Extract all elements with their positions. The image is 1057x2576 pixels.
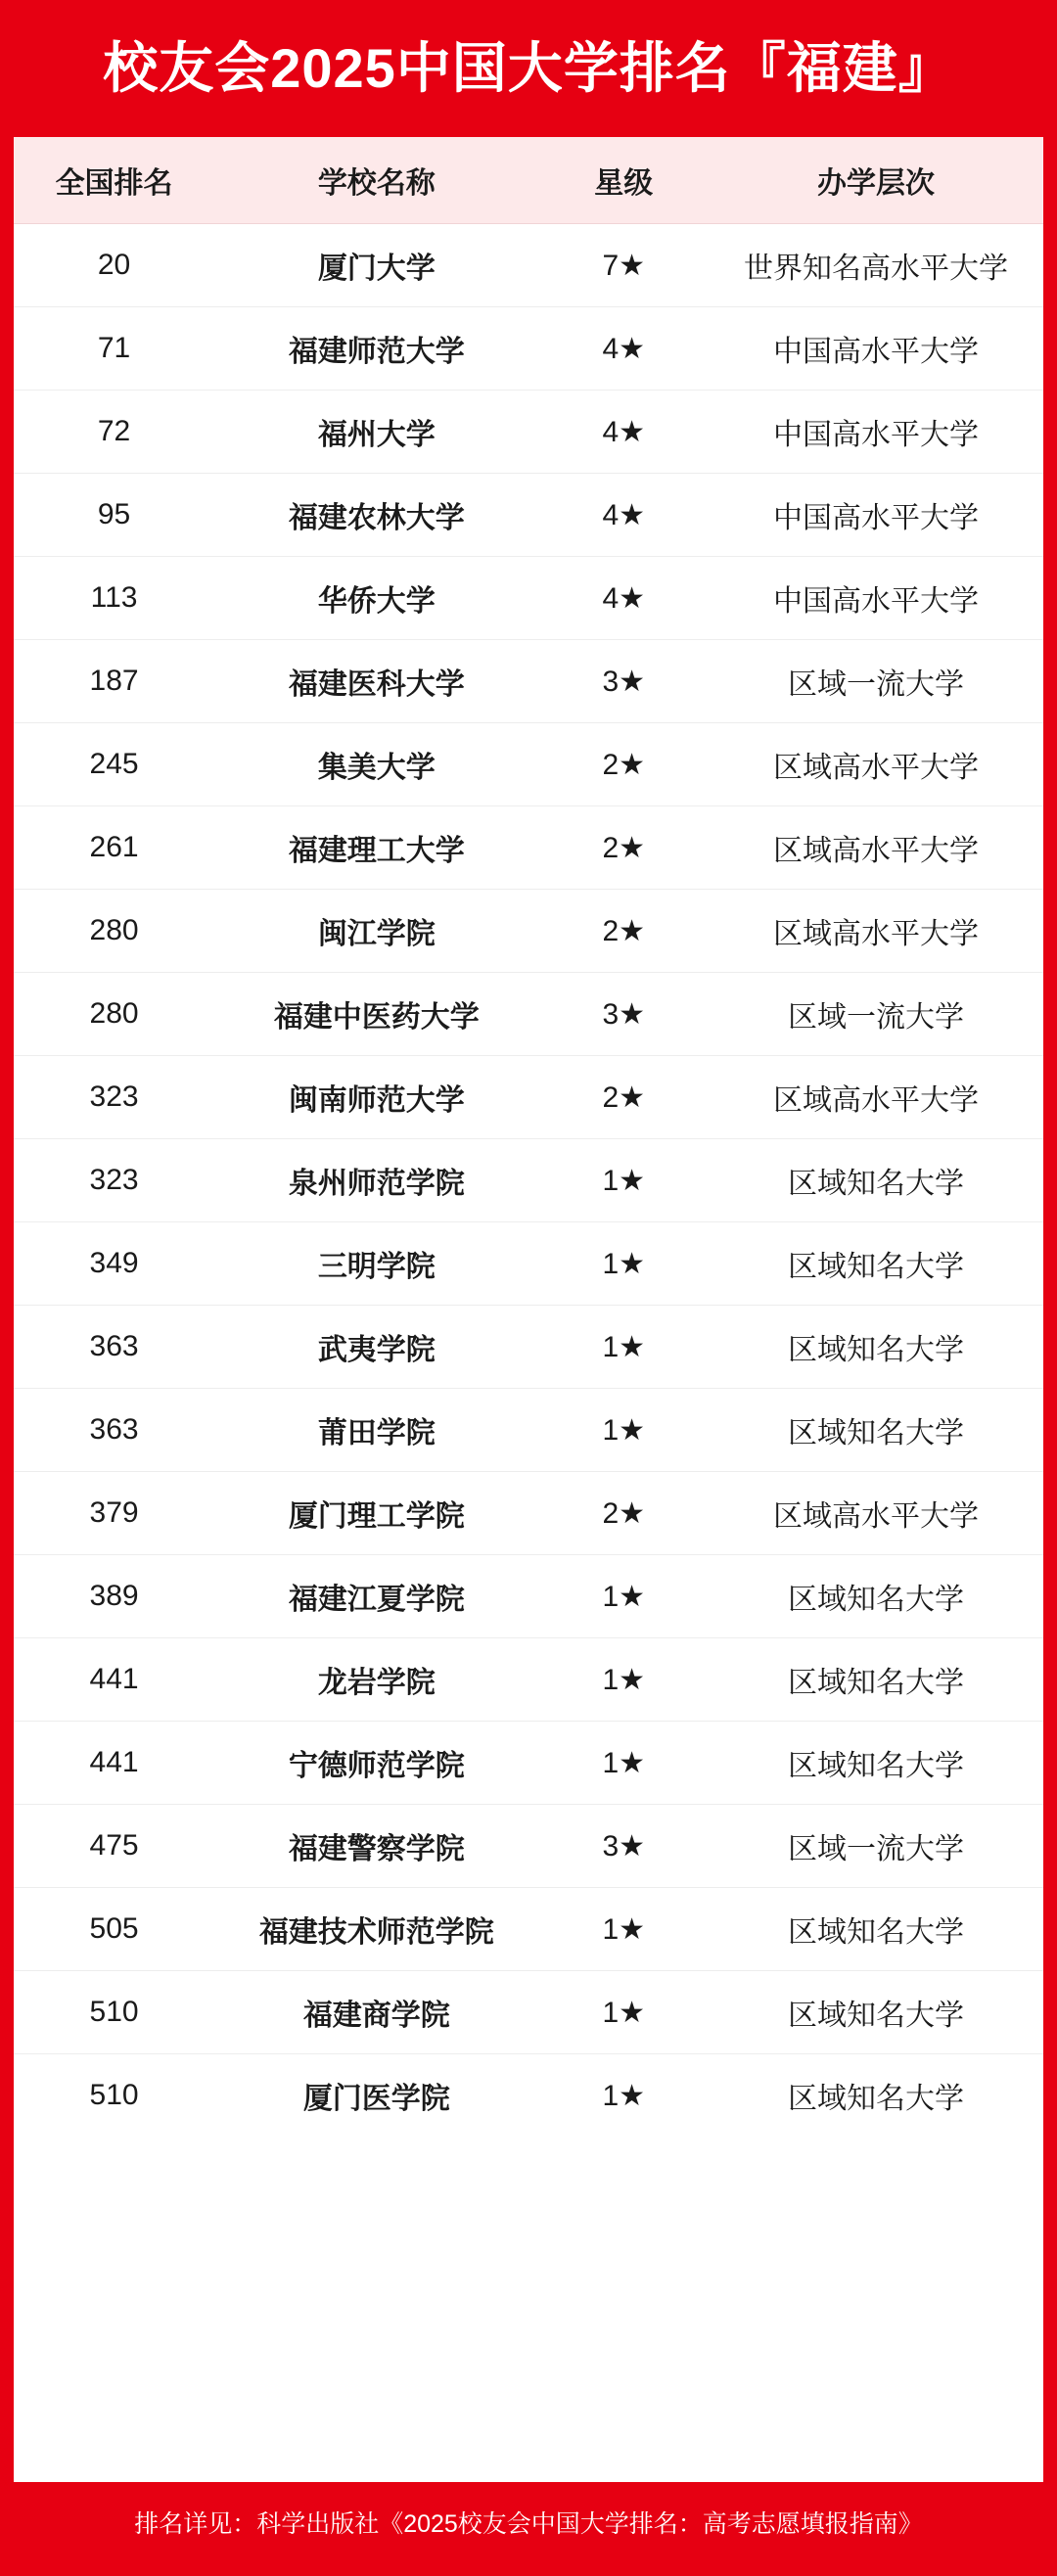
cell-rank: 441 — [14, 1722, 214, 1805]
column-header-level: 办学层次 — [709, 137, 1043, 224]
cell-rank: 113 — [14, 557, 214, 640]
cell-school-name: 泉州师范学院 — [214, 1139, 538, 1222]
cell-star-rating: 1★ — [539, 1306, 710, 1389]
cell-level: 区域高水平大学 — [709, 890, 1043, 973]
cell-school-name: 宁德师范学院 — [214, 1722, 538, 1805]
table-row — [14, 1389, 1043, 1472]
cell-level: 区域知名大学 — [709, 1971, 1043, 2054]
cell-star-rating: 4★ — [539, 557, 710, 640]
cell-level: 区域知名大学 — [709, 1222, 1043, 1306]
cell-star-rating: 4★ — [539, 474, 710, 557]
cell-level: 区域高水平大学 — [709, 723, 1043, 806]
cell-school-name: 福建医科大学 — [214, 640, 538, 723]
cell-school-name: 福建中医药大学 — [214, 973, 538, 1056]
cell-star-rating: 2★ — [539, 723, 710, 806]
table-row — [14, 307, 1043, 391]
column-header-star: 星级 — [539, 137, 710, 224]
table-row — [14, 391, 1043, 474]
cell-level: 区域知名大学 — [709, 1722, 1043, 1805]
cell-level: 中国高水平大学 — [709, 307, 1043, 391]
table-row — [14, 1555, 1043, 1638]
cell-level: 区域知名大学 — [709, 1389, 1043, 1472]
cell-level: 中国高水平大学 — [709, 557, 1043, 640]
table-row — [14, 1971, 1043, 2054]
cell-rank: 187 — [14, 640, 214, 723]
cell-star-rating: 1★ — [539, 1638, 710, 1722]
cell-star-rating: 7★ — [539, 224, 710, 307]
cell-rank: 261 — [14, 806, 214, 890]
cell-level: 区域一流大学 — [709, 1805, 1043, 1888]
page-title: 校友会2025中国大学排名『福建』 — [103, 37, 954, 100]
table-row — [14, 806, 1043, 890]
table-row — [14, 557, 1043, 640]
table-row — [14, 723, 1043, 806]
cell-school-name: 福建江夏学院 — [214, 1555, 538, 1638]
cell-rank: 95 — [14, 474, 214, 557]
cell-school-name: 闽南师范大学 — [214, 1056, 538, 1139]
cell-rank: 72 — [14, 391, 214, 474]
table-row — [14, 1139, 1043, 1222]
cell-rank: 510 — [89, 2079, 139, 2111]
cell-level: 区域知名大学 — [709, 1888, 1043, 1971]
cell-rank: 379 — [14, 1472, 214, 1555]
table-row — [14, 1638, 1043, 1722]
cell-rank: 280 — [14, 973, 214, 1056]
cell-rank: 20 — [14, 224, 214, 307]
table-body — [14, 224, 1043, 2138]
cell-star-rating: 2★ — [539, 1472, 710, 1555]
cell-school-name: 华侨大学 — [214, 557, 538, 640]
cell-star-rating: 1★ — [602, 2079, 646, 2112]
table-header-row — [14, 137, 1043, 224]
ranking-table-container — [14, 137, 1043, 2482]
cell-rank: 71 — [14, 307, 214, 391]
cell-star-rating: 1★ — [539, 1139, 710, 1222]
cell-level: 中国高水平大学 — [709, 391, 1043, 474]
cell-school-name: 厦门大学 — [214, 224, 538, 307]
cell-school-name: 三明学院 — [214, 1222, 538, 1306]
cell-star-rating: 2★ — [539, 1056, 710, 1139]
table-header — [14, 137, 1043, 224]
cell-star-rating: 4★ — [539, 307, 710, 391]
page-title-bar — [14, 0, 1043, 137]
cell-star-rating: 1★ — [539, 1971, 710, 2054]
cell-rank: 280 — [14, 890, 214, 973]
table-row — [14, 1056, 1043, 1139]
cell-level: 区域知名大学 — [709, 1638, 1043, 1722]
cell-star-rating: 3★ — [539, 1805, 710, 1888]
cell-rank: 389 — [14, 1555, 214, 1638]
table-row — [14, 890, 1043, 973]
cell-school-name: 福建商学院 — [214, 1971, 538, 2054]
cell-school-name: 集美大学 — [214, 723, 538, 806]
cell-level: 区域高水平大学 — [709, 1472, 1043, 1555]
table-row — [14, 640, 1043, 723]
cell-level: 区域高水平大学 — [709, 1056, 1043, 1139]
cell-star-rating: 1★ — [539, 1722, 710, 1805]
cell-rank: 475 — [14, 1805, 214, 1888]
cell-rank: 349 — [14, 1222, 214, 1306]
table-row — [14, 224, 1043, 307]
cell-level: 区域知名大学 — [788, 2083, 965, 2115]
cell-star-rating: 1★ — [539, 1888, 710, 1971]
cell-school-name: 福建农林大学 — [214, 474, 538, 557]
page-footer — [14, 2482, 1043, 2576]
table-row — [14, 1222, 1043, 1306]
column-header-name: 学校名称 — [214, 137, 538, 224]
table-row — [14, 2054, 1043, 2138]
cell-level: 区域知名大学 — [709, 1306, 1043, 1389]
footer-note: 排名详见：科学出版社《2025校友会中国大学排名：高考志愿填报指南》 — [134, 2510, 923, 2539]
cell-school-name: 厦门医学院 — [302, 2083, 450, 2115]
table-row — [14, 1805, 1043, 1888]
cell-school-name: 莆田学院 — [214, 1389, 538, 1472]
cell-rank: 245 — [14, 723, 214, 806]
cell-star-rating: 1★ — [539, 1222, 710, 1306]
cell-rank: 323 — [14, 1139, 214, 1222]
cell-school-name: 福建技术师范学院 — [214, 1888, 538, 1971]
table-row — [14, 474, 1043, 557]
cell-school-name: 龙岩学院 — [214, 1638, 538, 1722]
cell-level: 区域高水平大学 — [709, 806, 1043, 890]
cell-school-name: 厦门理工学院 — [214, 1472, 538, 1555]
table-row — [14, 1888, 1043, 1971]
cell-star-rating: 3★ — [539, 973, 710, 1056]
cell-rank: 363 — [14, 1306, 214, 1389]
cell-school-name: 福建警察学院 — [214, 1805, 538, 1888]
cell-level: 中国高水平大学 — [709, 474, 1043, 557]
cell-level: 区域知名大学 — [709, 1139, 1043, 1222]
cell-school-name: 武夷学院 — [214, 1306, 538, 1389]
cell-star-rating: 2★ — [539, 806, 710, 890]
cell-school-name: 福州大学 — [214, 391, 538, 474]
cell-rank: 510 — [14, 1971, 214, 2054]
table-row — [14, 1472, 1043, 1555]
cell-school-name: 福建理工大学 — [214, 806, 538, 890]
table-row — [14, 973, 1043, 1056]
cell-star-rating: 1★ — [539, 1389, 710, 1472]
cell-level: 区域一流大学 — [709, 640, 1043, 723]
cell-rank: 441 — [14, 1638, 214, 1722]
cell-rank: 505 — [14, 1888, 214, 1971]
cell-level: 世界知名高水平大学 — [709, 224, 1043, 307]
cell-rank: 323 — [14, 1056, 214, 1139]
cell-star-rating: 2★ — [539, 890, 710, 973]
cell-star-rating: 4★ — [539, 391, 710, 474]
cell-star-rating: 1★ — [539, 1555, 710, 1638]
cell-star-rating: 3★ — [539, 640, 710, 723]
cell-school-name: 闽江学院 — [214, 890, 538, 973]
table-row — [14, 1306, 1043, 1389]
table-row — [14, 1722, 1043, 1805]
cell-rank: 363 — [14, 1389, 214, 1472]
cell-level: 区域一流大学 — [709, 973, 1043, 1056]
ranking-table — [14, 137, 1043, 2137]
cell-school-name: 福建师范大学 — [214, 307, 538, 391]
cell-level: 区域知名大学 — [709, 1555, 1043, 1638]
column-header-rank: 全国排名 — [14, 137, 214, 224]
